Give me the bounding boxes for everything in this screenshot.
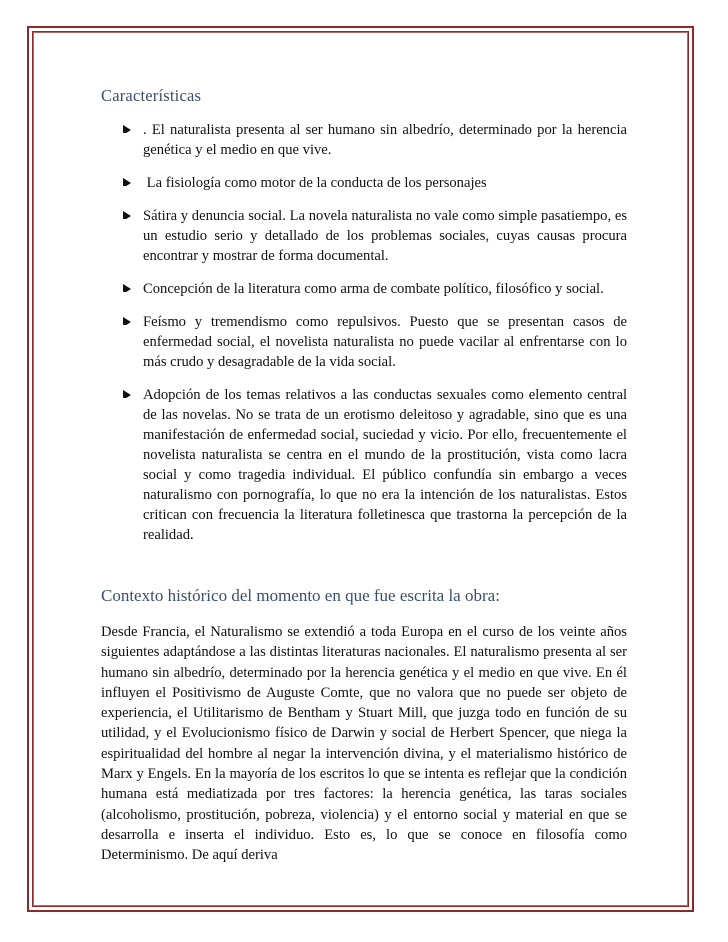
list-item bbox=[101, 120, 627, 160]
list-item bbox=[101, 279, 627, 299]
arrowhead-bullet-icon bbox=[123, 284, 131, 294]
arrowhead-bullet-icon bbox=[123, 178, 131, 188]
list-item-text: Concepción de la literatura como arma de combate político, filosófico y social. bbox=[143, 281, 604, 297]
list-item-text: La fisiología como motor de la conducta de los personajes bbox=[143, 175, 487, 191]
list-item-text: . El naturalista presenta al ser humano sin albedrío, determinado por la herencia genética y el medio en que vive. bbox=[143, 122, 627, 158]
bullet-list bbox=[101, 120, 627, 545]
document-body bbox=[101, 82, 627, 866]
arrowhead-bullet-icon bbox=[123, 211, 131, 221]
arrowhead-bullet-icon bbox=[123, 317, 131, 327]
list-item bbox=[101, 173, 627, 193]
section-heading-caracteristicas: Características bbox=[101, 86, 202, 105]
arrowhead-bullet-icon bbox=[123, 125, 131, 135]
section-heading-contexto: Contexto histórico del momento en que fue escrita la obra: bbox=[101, 586, 500, 605]
list-item-text: Feísmo y tremendismo como repulsivos. Puesto que se presentan casos de enfermedad social, el novelista naturalista no puede vacilar al enfrentarse con lo más crudo y desagradable de la vida social. bbox=[143, 314, 627, 370]
list-item bbox=[101, 385, 627, 545]
list-item bbox=[101, 206, 627, 266]
list-item-text: Sátira y denuncia social. La novela naturalista no vale como simple pasatiempo, es un estudio serio y detallado de los problemas sociales, cuyas causas procura encontrar y mostrar de forma documental. bbox=[143, 208, 627, 264]
list-item bbox=[101, 312, 627, 372]
body-paragraph: Desde Francia, el Naturalismo se extendió a toda Europa en el curso de los veinte años siguientes adaptándose a las distintas literaturas nacionales. El naturalismo presenta al ser humano sin albedrío, determinado por la herencia genética y el medio en que vive. En él influyen el Positivismo de Auguste Comte, que no valora que no puede ser objeto de experiencia, el Utilitarismo de Bentham y Stuart Mill, que juzga todo en función de su utilidad, y el Evolucionismo físico de Darwin y social de Herbert Spencer, que niega la espiritualidad del hombre al negar la intervención divina, y el materialismo histórico de Marx y Engels. En la mayoría de los escritos lo que se intenta es reflejar que la condición humana está mediatizada por tres factores: la herencia genética, las taras sociales (alcoholismo, prostitución, pobreza, violencia) y el entorno social y material en que se desarrolla e inserta el individuo. Esto es, lo que se conoce en filosofía como Determinismo. De aquí deriva bbox=[101, 624, 627, 864]
list-item-text: Adopción de los temas relativos a las conductas sexuales como elemento central de las novelas. No se trata de un erotismo deleitoso y agradable, sino que es una manifestación de enfermedad social, suciedad y vicio. Por ello, frecuentemente el novelista naturalista se centra en el mundo de la prostitución, vista como lacra social y como tragedia individual. El público confundía sin embargo a veces naturalismo con pornografía, lo que no era la intención de los naturalistas. Estos critican con frecuencia la literatura folletinesca que trastorna la percepción de la realidad. bbox=[143, 387, 627, 543]
arrowhead-bullet-icon bbox=[123, 390, 131, 400]
section-spacer bbox=[101, 558, 627, 586]
